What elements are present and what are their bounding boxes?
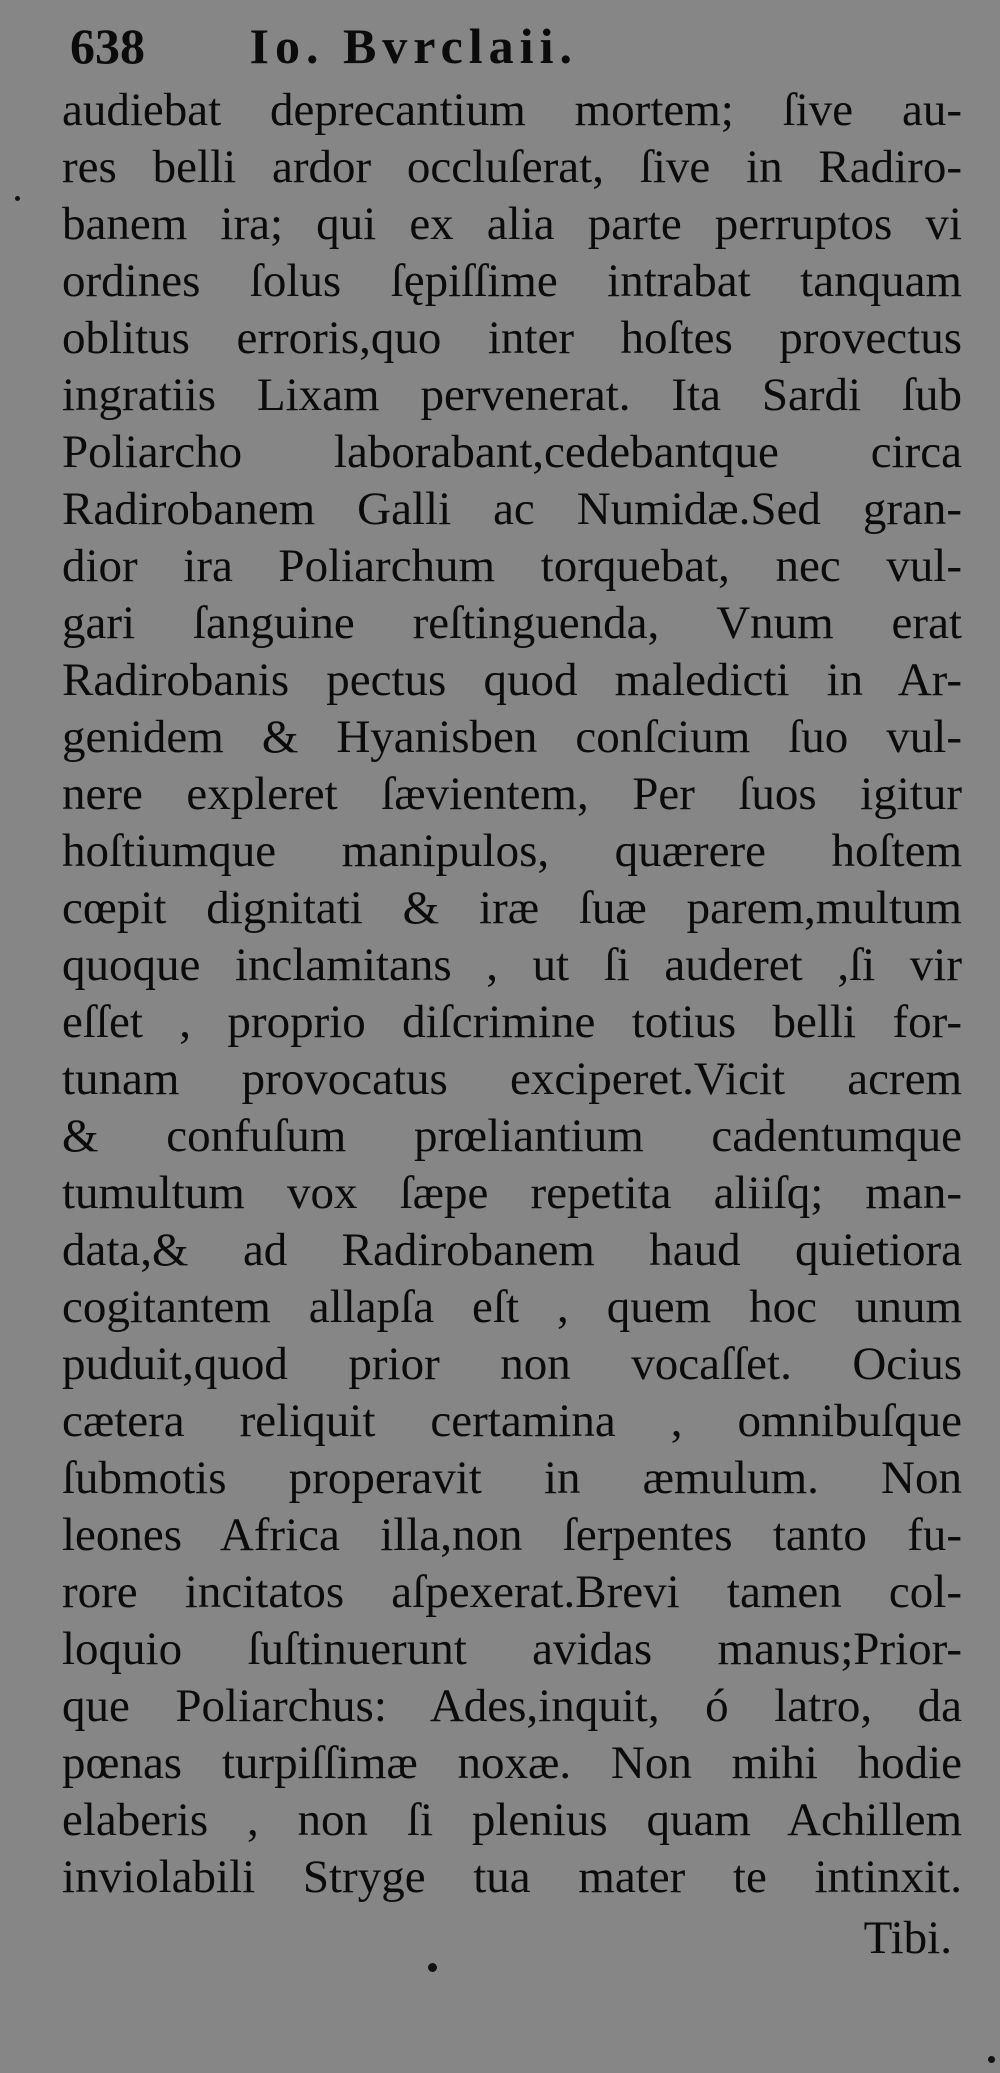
text-line-27: rore incitatos aſpexerat.Brevi tamen col- <box>62 1566 962 1618</box>
ink-speck <box>428 1963 437 1972</box>
text-line-32: inviolabili Stryge tua mater te intinxit. <box>62 1851 962 1903</box>
text-line-21: data,& ad Radirobanem haud quietiora <box>62 1224 962 1276</box>
text-line-25: ſubmotis properavit in æmulum. Non <box>62 1452 962 1504</box>
text-line-14: hoſtiumque manipulos, quærere hoſtem <box>62 825 962 877</box>
text-line-1: audiebat deprecantium mortem; ſive au- <box>62 84 962 136</box>
text-line-16: quoque inclamitans , ut ſi auderet ,ſi vir <box>62 939 962 991</box>
text-line-12: genidem & Hyanisben conſcium ſuo vul- <box>62 711 962 763</box>
text-line-6: ingratiis Lixam pervenerat. Ita Sardi ſub <box>62 369 962 421</box>
text-line-4: ordines ſolus ſępiſſime intrabat tanquam <box>62 255 962 307</box>
text-line-24: cætera reliquit certamina , omnibuſque <box>62 1395 962 1447</box>
text-line-18: tunam provocatus exciperet.Vicit acrem <box>62 1053 962 1105</box>
text-line-30: pœnas turpiſſimæ noxæ. Non mihi hodie <box>62 1737 962 1789</box>
ink-speck <box>15 196 20 201</box>
running-head <box>70 14 790 78</box>
text-line-15: cœpit dignitati & iræ ſuæ parem,multum <box>62 882 962 934</box>
text-line-26: leones Africa illa,non ſerpentes tanto fu- <box>62 1509 962 1561</box>
text-line-5: oblitus erroris,quo inter hoſtes provectus <box>62 312 962 364</box>
text-line-29: que Poliarchus: Ades,inquit, ó latro, da <box>62 1680 962 1732</box>
text-line-13: nere expleret ſævientem, Per ſuos igitur <box>62 768 962 820</box>
ink-speck <box>988 2056 995 2063</box>
running-title: Io. Bvrclaii. <box>249 18 578 74</box>
text-line-8: Radirobanem Galli ac Numidæ.Sed gran- <box>62 483 962 535</box>
catchword: Tibi. <box>863 1912 952 1964</box>
text-line-28: loquio ſuſtinuerunt avidas manus;Prior- <box>62 1623 962 1675</box>
page-number: 638 <box>70 18 145 74</box>
body-text <box>62 82 962 1906</box>
text-line-11: Radirobanis pectus quod maledicti in Ar- <box>62 654 962 706</box>
text-line-10: gari ſanguine reſtinguenda, Vnum erat <box>62 597 962 649</box>
text-line-31: elaberis , non ſi plenius quam Achillem <box>62 1794 962 1846</box>
text-line-20: tumultum vox ſæpe repetita aliiſq; man- <box>62 1167 962 1219</box>
text-line-2: res belli ardor occluſerat, ſive in Radiro- <box>62 141 962 193</box>
text-line-22: cogitantem allapſa eſt , quem hoc unum <box>62 1281 962 1333</box>
text-line-7: Poliarcho laborabant,cedebantque circa <box>62 426 962 478</box>
text-line-3: banem ira; qui ex alia parte perruptos vi <box>62 198 962 250</box>
text-line-23: puduit,quod prior non vocaſſet. Ocius <box>62 1338 962 1390</box>
text-line-17: eſſet , proprio diſcrimine totius belli for- <box>62 996 962 1048</box>
text-line-19: & confuſum prœliantium cadentumque <box>62 1110 962 1162</box>
text-line-9: dior ira Poliarchum torquebat, nec vul- <box>62 540 962 592</box>
